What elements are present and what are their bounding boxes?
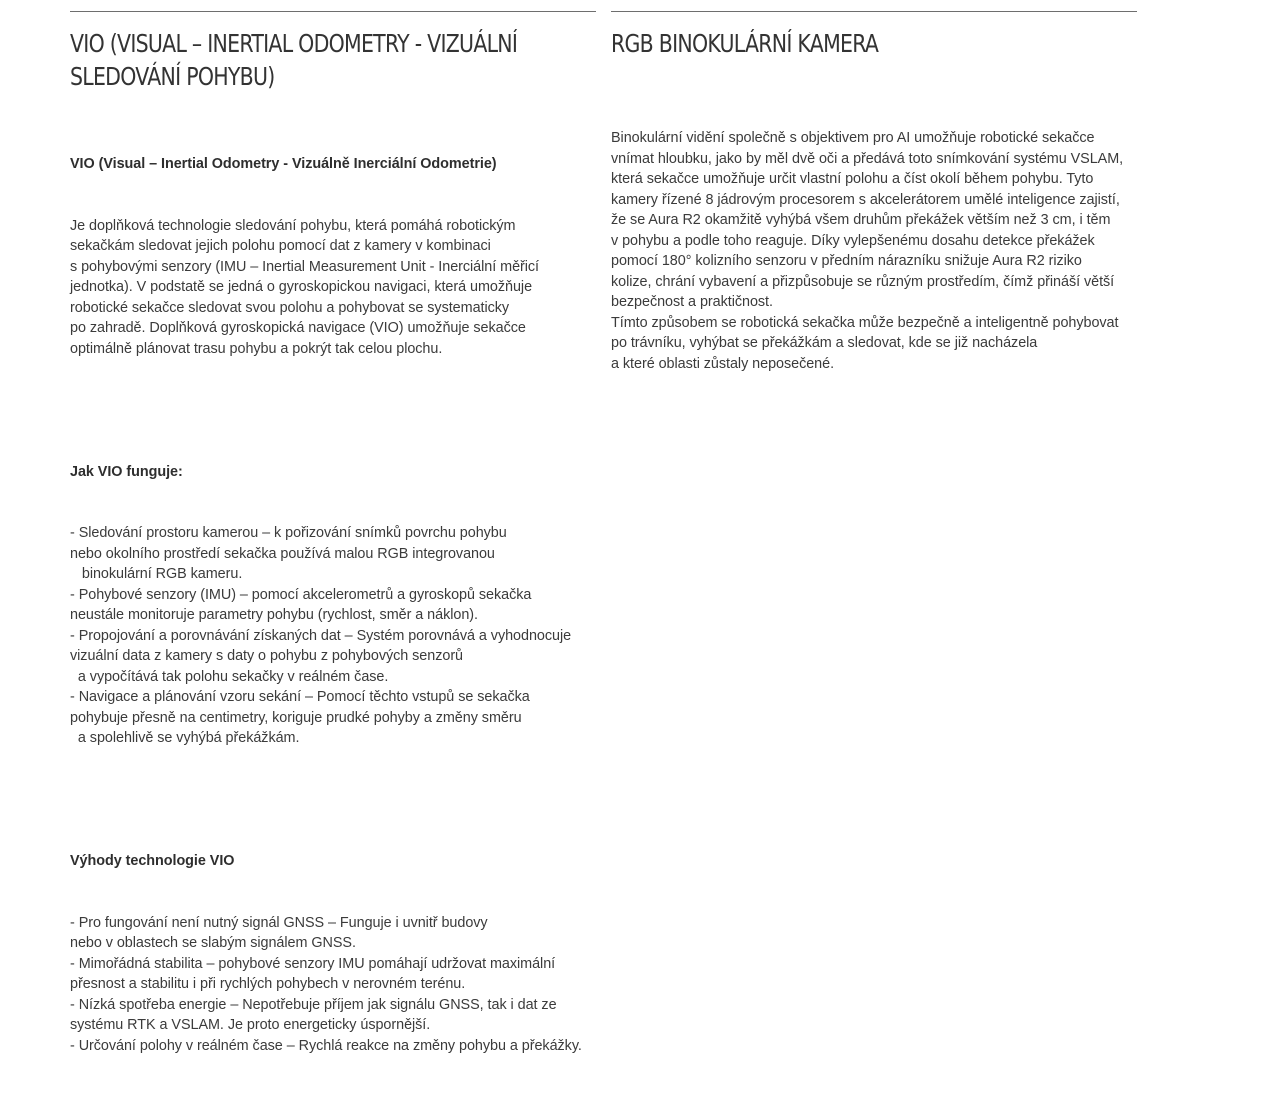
text-line: binokulární RGB kameru. (70, 566, 243, 582)
text-line: sekačkám sledovat jejich polohu pomocí dat z kamery v kombinaci (70, 238, 491, 254)
section-divider (611, 11, 1137, 12)
text-line: pohybuje přesně na centimetry, koriguje prudké pohyby a změny směru (70, 709, 522, 726)
vio-body (70, 113, 596, 1097)
text-line: - Navigace a plánování vzoru sekání – Pomocí těchto vstupů se sekačka (70, 689, 530, 705)
text-line: - Pro fungování není nutný signál GNSS – Funguje i uvnitř budovy (70, 914, 488, 931)
text-line: - Nízká spotřeba energie – Nepotřebuje příjem jak signálu GNSS, tak i dat ze (70, 996, 557, 1013)
text-line: Je doplňková technologie sledování pohybu, která pomáhá robotickým (70, 217, 516, 234)
vio-intro-paragraph (70, 216, 596, 360)
text-line: jednotka). V podstatě se jedná o gyroskopickou navigaci, která umožňuje (70, 279, 533, 295)
rgb-camera-heading: RGB BINOKULÁRNÍ KAMERA (611, 29, 879, 58)
text-line: optimálně plánovat trasu pohybu a pokrýt tak celou plochu. (70, 340, 443, 357)
text-line: kamery řízené 8 jádrovým procesorem s akcelerátorem umělé inteligence zajistí, (611, 191, 1120, 208)
vio-section (70, 11, 596, 1097)
text-line: - Mimořádná stabilita – pohybové senzory IMU pomáhají udržovat maximální (70, 955, 556, 972)
how-it-works-list (70, 523, 596, 749)
text-line: v pohybu a podle toho reaguje. Díky vylepšenému dosahu detekce překážek (611, 232, 1095, 249)
text-line: přesnost a stabilitu i při rychlých pohybech v nerovném terénu. (70, 976, 466, 992)
text-line: vizuální data z kamery s daty o pohybu z pohybových senzorů (70, 648, 464, 664)
text-line: která sekačce umožňuje určit vlastní polohu a číst okolí během pohybu. Tyto (611, 171, 1094, 187)
text-line: - Propojování a porovnávání získaných dat – Systém porovnává a vyhodnocuje (70, 627, 572, 644)
text-line: Binokulární vidění společně s objektivem pro AI umožňuje robotické sekačce (611, 130, 1095, 146)
text-line: - Sledování prostoru kamerou – k pořizování snímků povrchu pohybu (70, 525, 507, 541)
text-line: - Pohybové senzory (IMU) – pomocí akcelerometrů a gyroskopů sekačka (70, 586, 532, 603)
text-line: po trávníku, vyhýbat se překážkám a sledovat, kde se již nacházela (611, 335, 1038, 351)
text-line: s pohybovými senzory (IMU – Inertial Measurement Unit - Inerciální měřicí (70, 258, 540, 275)
benefits-list (70, 913, 596, 1057)
text-line: kolize, chrání vybavení a přizpůsobuje se různým prostředím, čímž přináší větší (611, 273, 1115, 290)
text-line: bezpečnost a praktičnost. (611, 294, 773, 310)
how-it-works-title: Jak VIO funguje: (70, 463, 183, 480)
vio-heading: VIO (VISUAL – INERTIAL ODOMETRY - VIZUÁLNÍ SLEDOVÁNÍ POHYBU) (70, 29, 518, 91)
rgb-camera-body (611, 87, 1137, 415)
text-line: - Určování polohy v reálném čase – Rychlá reakce na změny pohybu a překážky. (70, 1037, 582, 1054)
text-line: robotické sekačce sledovat svou polohu a pohybovat se systematicky (70, 299, 510, 316)
paragraph-spacer (70, 400, 596, 421)
text-line: že se Aura R2 okamžitě vyhýbá všem druhům překážek větším než 3 cm, i těm (611, 212, 1111, 228)
rgb-camera-paragraph (611, 128, 1137, 374)
text-line: neustále monitoruje parametry pohybu (rychlost, směr a náklon). (70, 607, 478, 623)
text-line: pomocí 180° kolizního senzoru v předním nárazníku snižuje Aura R2 riziko (611, 253, 1082, 269)
text-line: a které oblasti zůstaly neposečené. (611, 355, 835, 372)
paragraph-spacer (70, 790, 596, 811)
text-line: vnímat hloubku, jako by měl dvě oči a předává toto snímkování systému VSLAM, (611, 150, 1124, 167)
text-line: po zahradě. Doplňková gyroskopická navigace (VIO) umožňuje sekačce (70, 320, 526, 336)
section-divider (70, 11, 596, 12)
benefits-title: Výhody technologie VIO (70, 853, 235, 869)
text-line: Tímto způsobem se robotická sekačka může bezpečně a inteligentně pohybovat (611, 314, 1119, 331)
text-line: nebo v oblastech se slabým signálem GNSS. (70, 935, 356, 951)
text-line: nebo okolního prostředí sekačka používá malou RGB integrovanou (70, 545, 495, 562)
text-line: a vypočítává tak polohu sekačky v reálném čase. (70, 668, 389, 685)
rgb-camera-section (611, 11, 1137, 415)
text-line: systému RTK a VSLAM. Je proto energeticky úspornější. (70, 1017, 431, 1033)
vio-intro-title: VIO (Visual – Inertial Odometry - Vizuálně Inerciální Odometrie) (70, 156, 497, 172)
text-line: a spolehlivě se vyhýbá překážkám. (70, 730, 300, 746)
